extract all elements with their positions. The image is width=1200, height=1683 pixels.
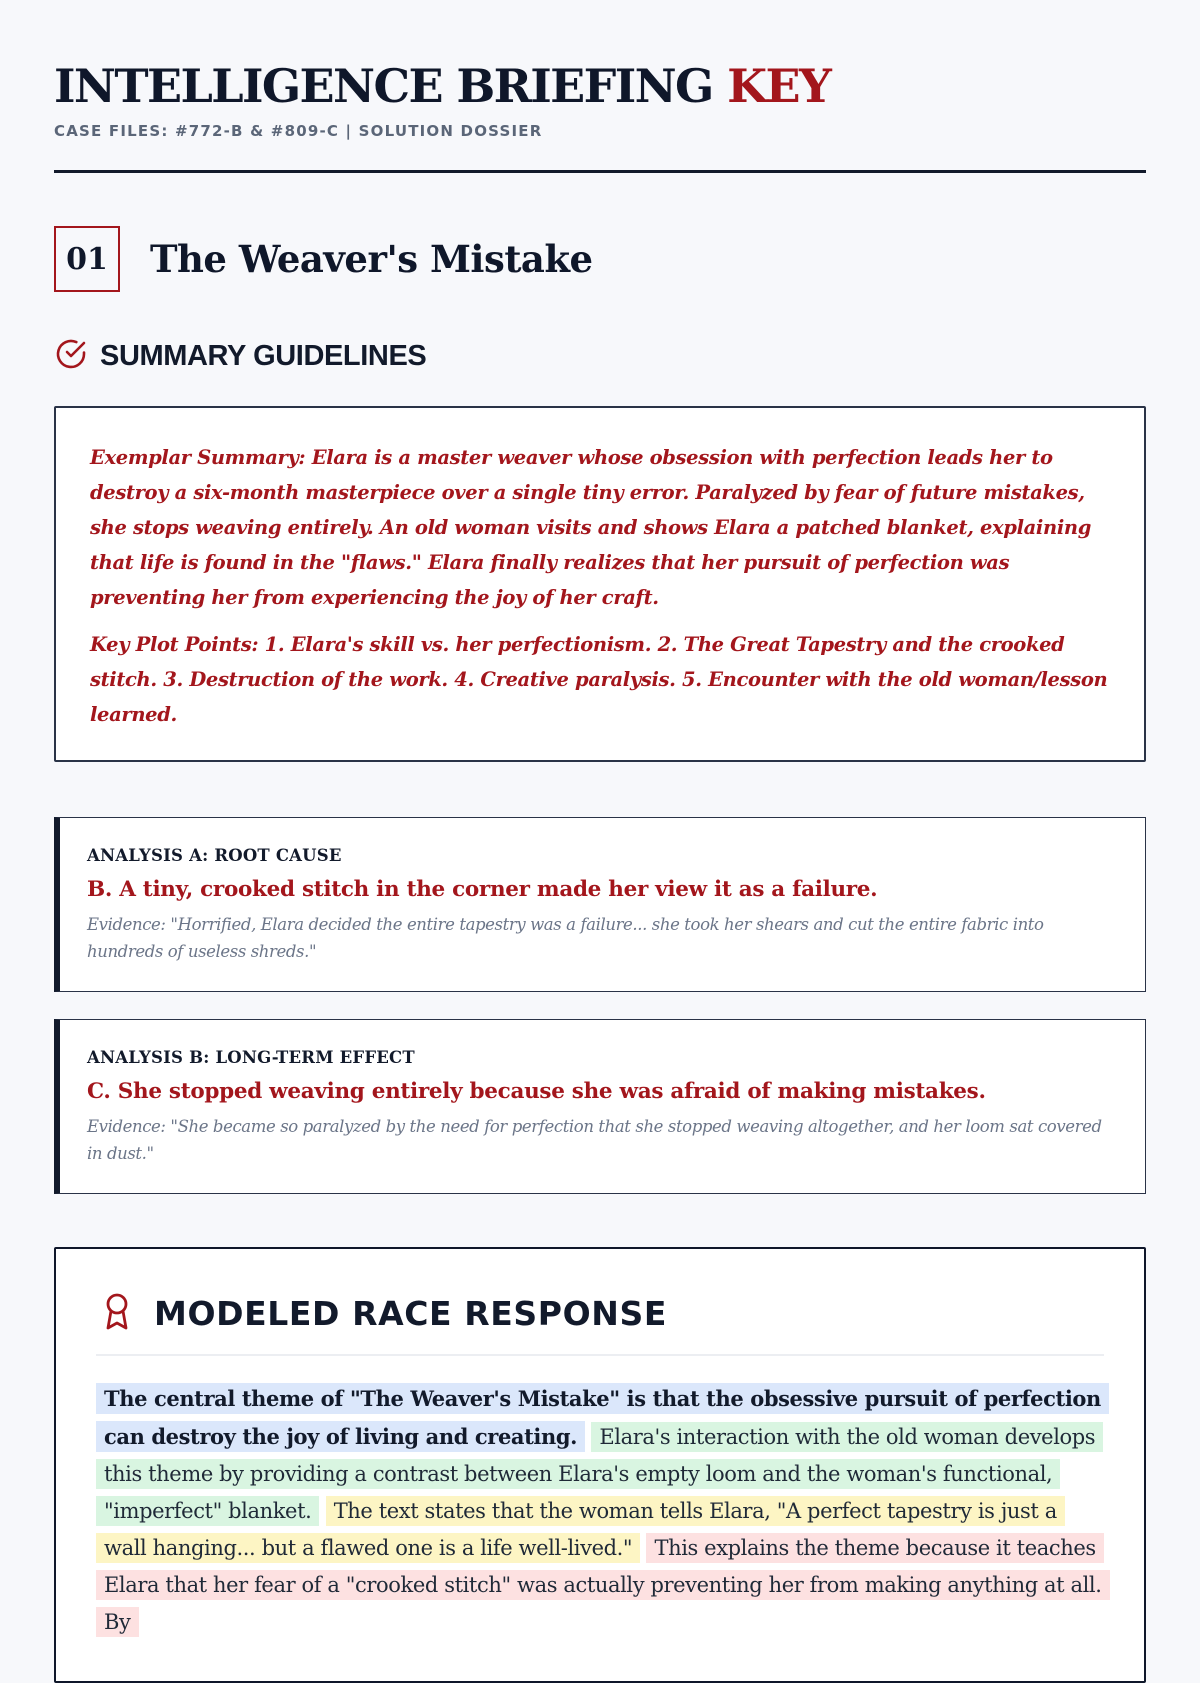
cite-highlight: The text states that the woman tells Elara, "A perfect tapestry is just a wall hanging... but a flawed one is a life well-lived." <box>96 1496 1065 1563</box>
restate-highlight: The central theme of "The Weaver's Mistake" is that the obsessive pursuit of perfection can destroy the joy of living and creating. <box>96 1383 1109 1452</box>
race-title: MODELED RACE RESPONSE <box>154 1293 667 1333</box>
answer-highlight: Elara's interaction with the old woman develops this theme by providing a contrast between Elara's empty loom and the woman's functional, "imperfect" blanket. <box>96 1422 1103 1526</box>
analysis-evidence: Evidence: "Horrified, Elara decided the entire tapestry was a failure... she took her shears and cut the entire fabric into hundreds of useless shreds." <box>87 915 1044 961</box>
race-response-box <box>54 1247 1146 1683</box>
analysis-answer: C. She stopped weaving entirely because she was afraid of making mistakes. <box>87 1079 986 1104</box>
analysis-label: ANALYSIS B: LONG-TERM EFFECT <box>87 1048 415 1067</box>
analysis-evidence: Evidence: "She became so paralyzed by the need for perfection that she stopped weaving altogether, and her loom sat covered in dust." <box>87 1117 1102 1163</box>
key-plot-points: Key Plot Points: 1. Elara's skill vs. her perfectionism. 2. The Great Tapestry and the crooked stitch. 3. Destruction of the work. 4. Creative paralysis. 5. Encounter with the old woman/lesson learned. <box>90 633 1108 726</box>
title-accent: KEY <box>727 59 831 113</box>
race-paragraph <box>96 1380 1104 1641</box>
analysis-root-cause <box>54 817 1146 992</box>
page-subtitle: CASE FILES: #772-B & #809-C | SOLUTION DOSSIER <box>54 122 543 140</box>
header <box>54 0 1146 173</box>
title-main: INTELLIGENCE BRIEFING <box>54 59 713 113</box>
award-ribbon-icon <box>96 1291 134 1335</box>
header-divider <box>54 170 1146 173</box>
analysis-long-term-effect <box>54 1019 1146 1194</box>
analysis-label: ANALYSIS A: ROOT CAUSE <box>87 846 342 865</box>
page-title <box>54 58 1146 114</box>
summary-box <box>54 406 1146 762</box>
analysis-answer: B. A tiny, crooked stitch in the corner made her view it as a failure. <box>87 877 878 902</box>
guidelines-label: SUMMARY GUIDELINES <box>100 339 427 372</box>
race-heading <box>96 1291 1104 1335</box>
case-title: The Weaver's Mistake <box>150 237 593 281</box>
guidelines-heading <box>54 336 1146 376</box>
case-heading <box>54 226 1146 292</box>
race-divider <box>96 1354 1104 1356</box>
exemplar-summary: Exemplar Summary: Elara is a master weaver whose obsession with perfection leads her to destroy a six-month masterpiece over a single tiny error. Paralyzed by fear of future mistakes, she stops weaving entirely. An old woman visits and shows Elara a patched blanket, explaining that life is found in the "flaws." Elara finally realizes that her pursuit of perfection was preventing her from experiencing the joy of her craft. <box>90 446 1091 609</box>
case-number-badge: 01 <box>54 226 120 292</box>
explain-highlight: This explains the theme because it teaches Elara that her fear of a "crooked stitch" was actually preventing her from making anything at all. By <box>96 1533 1110 1637</box>
check-circle-icon <box>54 337 88 375</box>
